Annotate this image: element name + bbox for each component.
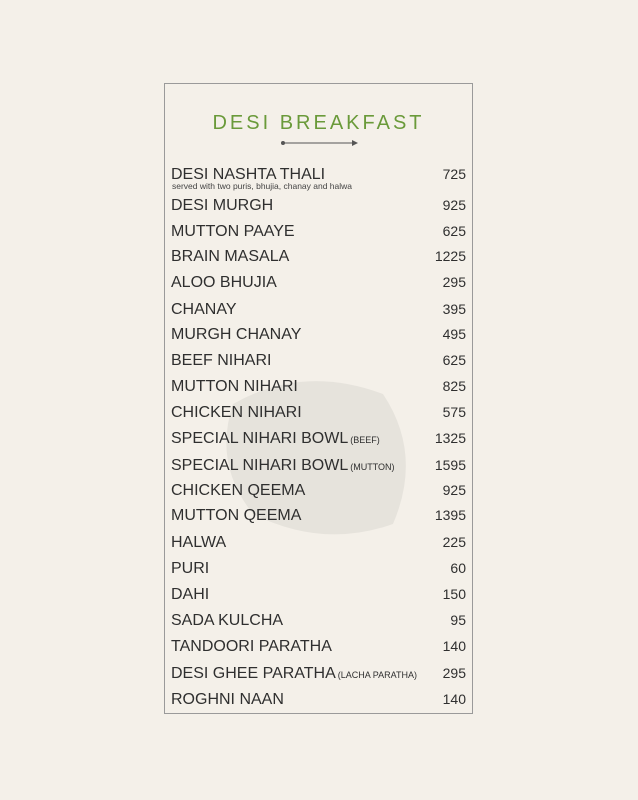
menu-item-title: DESI MURGH (171, 197, 274, 214)
menu-item (165, 248, 472, 270)
menu-item-title: ROGHNI NAAN (171, 691, 284, 708)
menu-item-title: SPECIAL NIHARI BOWL (171, 457, 349, 474)
menu-item (165, 326, 472, 348)
menu-item (165, 457, 472, 479)
menu-item-title: MUTTON QEEMA (171, 507, 302, 524)
menu-item-note: (LACHA PARATHA) (337, 670, 417, 680)
menu-item-name (171, 404, 302, 422)
menu-item-price: 140 (442, 691, 466, 707)
divider-ornament-icon (280, 140, 360, 146)
menu-item-name (171, 457, 395, 475)
menu-item (165, 378, 472, 400)
menu-item (165, 482, 472, 504)
menu-item (165, 560, 472, 582)
menu-item (165, 223, 472, 245)
menu-item-price: 925 (442, 197, 466, 213)
menu-item (165, 274, 472, 296)
menu-item-title: MUTTON NIHARI (171, 378, 298, 395)
menu-item-title: MUTTON PAAYE (171, 223, 295, 240)
menu-item (165, 166, 472, 191)
menu-item-price: 1225 (434, 248, 466, 264)
menu-item-note: (MUTTON) (350, 462, 395, 472)
menu-item-title: BRAIN MASALA (171, 248, 290, 265)
menu-item-title: CHANAY (171, 301, 237, 318)
menu-item-price: 1595 (434, 457, 466, 473)
menu-item-name (171, 326, 301, 344)
menu-item-price: 295 (442, 665, 466, 681)
menu-item-price: 625 (442, 352, 466, 368)
menu-item (165, 534, 472, 556)
menu-item-name (171, 638, 332, 656)
menu-item-price: 140 (442, 638, 466, 654)
menu-item-price: 725 (442, 166, 466, 182)
menu-item-name (171, 352, 271, 370)
menu-item (165, 691, 472, 713)
menu-item-title: DESI NASHTA THALI (171, 166, 326, 183)
menu-item-price: 1395 (434, 507, 466, 523)
menu-item (165, 430, 472, 452)
menu-item-title: SPECIAL NIHARI BOWL (171, 430, 349, 447)
menu-item-price: 1325 (434, 430, 466, 446)
menu-item-name (171, 378, 298, 396)
menu-item-title: MURGH CHANAY (171, 326, 302, 343)
menu-item-note: (BEEF) (350, 435, 380, 445)
menu-item-name (171, 534, 226, 552)
menu-item-name (171, 274, 277, 292)
menu-title: DESI BREAKFAST (212, 112, 425, 134)
menu-item-description: served with two puris, bhujia, chanay and halwa (172, 181, 353, 191)
menu-item (165, 612, 472, 634)
menu-item-title: CHICKEN QEEMA (171, 482, 306, 499)
menu-item-price: 625 (442, 223, 466, 239)
menu-item-price: 395 (442, 301, 466, 317)
menu-item-name (171, 612, 283, 630)
menu-item-name (171, 430, 380, 448)
menu-item-name (171, 223, 295, 241)
menu-item-title: BEEF NIHARI (171, 352, 272, 369)
menu-item-price: 60 (450, 560, 466, 576)
menu-item-name (171, 248, 289, 266)
menu-item (165, 352, 472, 374)
menu-item-price: 225 (442, 534, 466, 550)
menu-item-title: HALWA (171, 534, 227, 551)
menu-item (165, 586, 472, 608)
menu-item-name (171, 560, 209, 578)
menu-item (165, 638, 472, 660)
menu-item-price: 825 (442, 378, 466, 394)
menu-item-price: 575 (442, 404, 466, 420)
menu-item-name (171, 665, 417, 683)
menu-item-title: DESI GHEE PARATHA (171, 665, 336, 682)
menu-item (165, 301, 472, 323)
menu-item-title: ALOO BHUJIA (171, 274, 277, 291)
menu-item-name (171, 691, 284, 709)
menu-item-price: 295 (442, 274, 466, 290)
menu-item (165, 404, 472, 426)
menu-item-name (171, 301, 237, 319)
menu-item-title: DAHI (171, 586, 210, 603)
menu-item (165, 507, 472, 529)
menu-item (165, 197, 472, 219)
menu-item-price: 495 (442, 326, 466, 342)
menu-item (165, 665, 472, 687)
menu-item-price: 925 (442, 482, 466, 498)
menu-item-name (171, 482, 305, 500)
menu-item-title: PURI (171, 560, 210, 577)
menu-item-title: CHICKEN NIHARI (171, 404, 302, 421)
menu-item-name (171, 586, 209, 604)
menu-item-title: SADA KULCHA (171, 612, 284, 629)
menu-item-name (171, 197, 273, 215)
menu-card (164, 83, 473, 714)
menu-item-price: 95 (450, 612, 466, 628)
menu-item-name (171, 507, 301, 525)
menu-item-title: TANDOORI PARATHA (171, 638, 332, 655)
menu-item-price: 150 (442, 586, 466, 602)
